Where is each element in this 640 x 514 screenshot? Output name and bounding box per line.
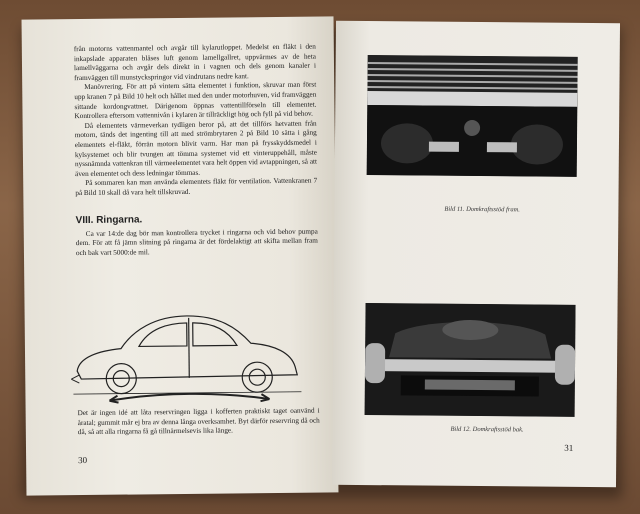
front-arrow	[71, 375, 79, 383]
photo-rear-jack-support	[365, 303, 576, 417]
left-page	[22, 16, 339, 495]
car-front-window	[139, 323, 187, 347]
section-text	[76, 227, 318, 258]
paragraph-heater-intro: från motorns vattenmantel och avgår till kylarutloppet. Medelst en fläkt i den inkapslade apparaten blåses luft genom lamellgallret, uppvärmes av de heta lamellväggarna och avgår dels direkt in i vagnen och dels genom kanaler i framväggen till munstyckspringor vid vindrutans nedre kant.	[73, 42, 317, 82]
bottom-text	[78, 407, 320, 438]
photo-front-jack-support	[367, 55, 578, 177]
rotation-arrow	[109, 393, 269, 401]
paragraph-spare-tire: Det är ingen idé att låta reservringen ligga i kofferten praktiskt taget oanvänd i åratal; gummit mår ej bra av denna långa overksamhet. Byt därför reservring då och då, så att alla ringarna få gå tillnärmelsevis lika länge.	[77, 406, 320, 437]
section-title-tires: VIII. Ringarna.	[75, 213, 143, 226]
car-rear-wheel	[242, 362, 272, 392]
page-number-right: 31	[564, 442, 574, 453]
paragraph-tire-pressure: Ca var 14:de dag bör man kontrollera trycket i ringarna och vid behov pumpa dem. För att få jämn slitning på ringarna är det fördelaktigt att skifta mellan fram och bak vart 5000:de mil.	[75, 227, 318, 257]
paragraph-heating-effect: Då elementets värmeverkan tydligen beror på, att det tillförs hetvatten från motorn, tänds det ingenting till att med strömbrytaren 2 på Bild 10 sätta i gång elementets el-fläkt, förrän motorn blivit varm. Har man på frysskyddsmedel i kylsystemet och blir tvungen att tömma systemet vid ett vinteruppehåll, måste nyssnämnda vattenkran till värmeelementet vara helt öppen vid avtappningen, så att även elementet och dess ledningar tömmas.	[74, 119, 318, 178]
left-page-text	[74, 43, 318, 199]
paragraph-summer: På sommaren kan man använda elementets fläkt för ventilation. Vattenkranen 7 på Bild 10 skall då vara helt tillskruvad.	[75, 176, 318, 197]
car-rear-hub	[249, 369, 265, 385]
paragraph-operation: Manövrering. För att på vintern sätta elementet i funktion, skruvar man först upp kranen 7 på Bild 10 helt och hållet med den under motorhuven, vid framväggen sittande kordongvattnet. Därigenom öppnas vattentillförseln till elementet. Kontrollera eftersom vattennivån i kylaren är tillräckligt hög och fyll på vid behov.	[74, 80, 317, 121]
caption-bild-11: Bild 11. Domkraftsstöd fram.	[444, 205, 520, 214]
car-illustration	[68, 295, 309, 408]
right-page	[332, 21, 620, 487]
page-number-left: 30	[78, 454, 88, 466]
car-door-line	[189, 318, 190, 378]
caption-bild-12: Bild 12. Domkraftsstöd bak.	[450, 425, 524, 434]
